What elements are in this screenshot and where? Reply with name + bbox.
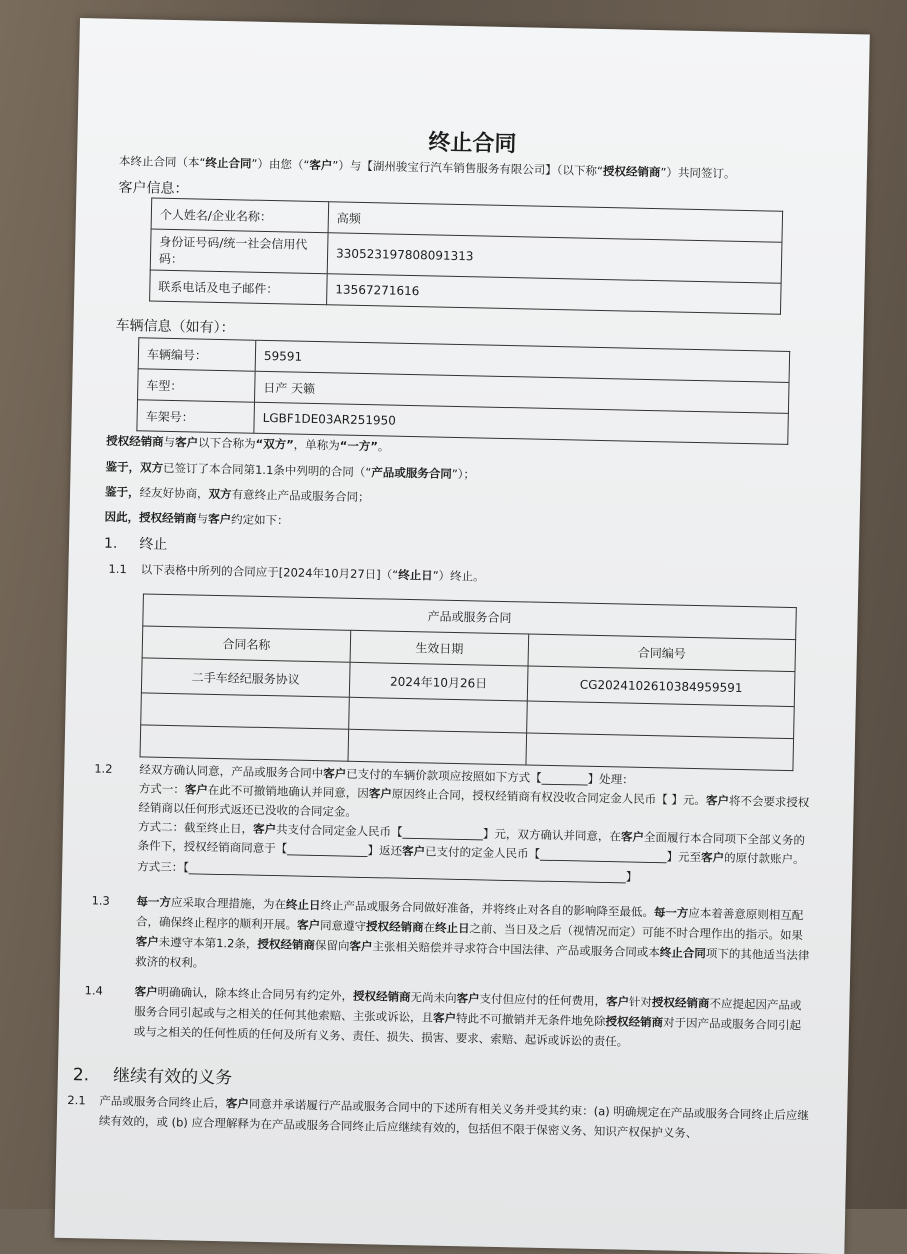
text: 无尚未向 [410, 990, 457, 1006]
customer-id-label: 身份证号码/统一社会信用代码： [150, 229, 328, 274]
section-2-heading [73, 1060, 233, 1088]
text: 明确确认，除本终止合同另有约定外， [157, 984, 354, 1003]
contract-table [140, 593, 797, 771]
clause-1-2 [92, 758, 814, 891]
clause-1-1 [108, 559, 848, 594]
term-each-party: 每一方 [136, 894, 172, 910]
vehicle-model-label: 车型： [138, 369, 256, 402]
term-customer: 客户 [620, 829, 645, 844]
text: 已支付的车辆价款项应按照如下方式【________】处理： [346, 766, 634, 787]
term-customer: 客户 [323, 766, 347, 781]
customer-contact-label: 联系电话及电子邮件： [150, 270, 328, 305]
section-number: 2. [72, 1065, 90, 1086]
text: ”）； [451, 466, 476, 482]
text: 的原付款账户。 [723, 850, 805, 867]
intro-text: ”）由您（“ [251, 156, 310, 172]
text: 在此不可撤销地确认并同意，因 [207, 782, 369, 801]
text: 终止产品或服务合同做好准备，并将终止对各自的影响降至最低。 [320, 898, 655, 920]
empty-cell [140, 725, 349, 761]
text: 以下合称为 [197, 435, 256, 451]
text: 未遵守本第1.2条， [158, 934, 258, 951]
text: 同意遵守 [319, 918, 367, 934]
term-both-parties: 双方 [208, 486, 232, 502]
term-termination-date: 终止日 [285, 897, 321, 913]
customer-info-table [149, 198, 783, 315]
customer-name-value: 高频 [328, 202, 783, 243]
column-header-number: 合同编号 [528, 634, 796, 672]
text: 经友好协商， [139, 485, 209, 501]
option-3: 方式三：【____________________________________________________________________________】 [137, 859, 638, 884]
text: 应采取合理措施，为在 [170, 895, 287, 912]
text: 已支付的定金人民币【______________________】元至 [424, 844, 702, 865]
text: 主张相关赔偿并寻求符合中国法律、产品或服务合同或本 [372, 939, 661, 960]
clause-1-4 [84, 980, 810, 1055]
term-customer: 客户 [207, 511, 232, 527]
term-dealer: 授权经销商 [365, 919, 424, 935]
term-customer: 客户 [135, 934, 159, 949]
term-dealer: 授权经销商 [106, 433, 164, 449]
option-label: 方式二：截至终止日， [137, 819, 254, 836]
section-title: 继续有效的义务 [112, 1065, 233, 1089]
clause-number: 2.1 [67, 1092, 86, 1108]
customer-contact-value: 13567271616 [327, 274, 782, 315]
text: ”）终止。 [432, 568, 485, 584]
text: 。 [377, 439, 390, 454]
vehicle-vin-value: LGBF1DE03AR251950 [254, 402, 789, 444]
clause-number: 1.3 [91, 893, 110, 908]
text: 同意并承诺履行产品或服务合同中的下述所有相关义务并受其约束：(a) 明确规定在产品或服务合同终止后应继续有效的，或 (b) 应合理解释为在产品或服务合同终止后应继续有效的，包括但不限于保密义务、知识产权保护义务、 [98, 1096, 809, 1141]
term-customer: 客户 [700, 850, 725, 865]
section-title: 终止 [139, 536, 168, 553]
text: 与 [196, 511, 209, 526]
clause-number: 1.1 [108, 561, 127, 577]
text: ，单称为 [293, 437, 340, 453]
vehicle-number-label: 车辆编号： [138, 338, 256, 371]
text: 在 [423, 920, 436, 935]
term-termination-date: 终止日 [434, 920, 470, 936]
therefore-label: 因此， [104, 509, 140, 525]
contract-number-cell: CG20241026103849595​91 [527, 666, 795, 707]
text: 支付但应付的任何费用， [479, 991, 607, 1009]
text: 共支付合同定金人民币【______________】元，双方确认并同意，在 [275, 822, 622, 844]
term-one-party: “一方” [339, 438, 378, 454]
clause-1-3 [90, 890, 812, 985]
term-customer: 客户 [705, 793, 730, 808]
text: 保留向 [314, 938, 350, 953]
customer-info-heading: 客户信息： [118, 179, 189, 198]
clause-number: 1.2 [94, 761, 113, 776]
contract-name-cell: 二手车经纪服务协议 [141, 658, 350, 697]
term-dealer: 授权经销商 [352, 988, 411, 1005]
document-title: 终止合同 [428, 130, 517, 158]
term-customer: 客户 [456, 991, 480, 1006]
clause-number: 1.4 [84, 983, 104, 998]
intro-text: 本终止合同（本“ [118, 153, 206, 170]
text: 以下表格中所列的合同应于[2024年10月27日]（“ [140, 562, 399, 582]
column-header-name: 合同名称 [142, 626, 351, 662]
empty-cell [141, 693, 350, 729]
term-termination-date: 终止日 [398, 567, 433, 583]
text: 约定如下： [230, 512, 289, 528]
term-each-party: 每一方 [653, 905, 689, 920]
contract-date-cell: 2024年10月26日 [349, 662, 528, 701]
text: 原因终止合同，授权经销商有权没收合同定金人民币【 】元。 [391, 786, 707, 808]
intro-text: ”）共同签订。 [660, 165, 736, 181]
term-contract: 产品或服务合同 [371, 465, 452, 481]
text: 经双方确认同意，产品或服务合同中 [139, 762, 324, 781]
text: 产品或服务合同终止后， [99, 1093, 226, 1111]
empty-cell [349, 697, 528, 733]
vehicle-info-heading: 车辆信息（如有）： [115, 317, 235, 337]
customer-name-label: 个人姓名/企业名称： [151, 198, 329, 233]
vehicle-vin-label: 车架号： [137, 400, 255, 433]
term-both-parties: “双方” [255, 436, 294, 452]
customer-id-value: 330523197808091313 [327, 233, 782, 283]
option-label: 方式一： [138, 781, 186, 797]
term-dealer: 授权经销商 [651, 995, 710, 1011]
term-dealer: 授权经销商 [257, 936, 316, 953]
term-customer: 客户 [225, 1096, 249, 1111]
clause-2-1 [67, 1090, 818, 1146]
text: 不应提起因产品或服务合同引起或与之相关的任何其他索赔、主张或诉讼，且 [134, 996, 802, 1025]
empty-cell [526, 733, 794, 771]
text: 特此不可撤销并无条件地免除 [455, 1011, 606, 1029]
text: 针对 [628, 994, 653, 1010]
intro-term-customer: 客户 [309, 157, 333, 173]
vehicle-number-value: 59591 [255, 340, 790, 382]
text: 之前、当日及之后（视情况而定）可能不时合理作出的指示。如果 [469, 921, 804, 943]
term-customer: 客户 [349, 938, 373, 954]
term-customer: 客户 [605, 994, 630, 1009]
term-customer: 客户 [184, 782, 209, 797]
whereas-label: 鉴于， [104, 484, 140, 500]
term-customer: 客户 [174, 435, 199, 450]
intro-term-termination: 终止合同 [205, 155, 252, 171]
term-customer: 客户 [401, 843, 426, 859]
text: 已签订了本合同第1.1条中列明的合同（“ [162, 460, 372, 480]
vehicle-model-value: 日产 天籁 [254, 371, 789, 413]
section-number: 1. [103, 535, 118, 552]
empty-cell [348, 729, 527, 765]
text: 有意终止产品或服务合同； [231, 487, 370, 505]
term-customer: 客户 [252, 821, 277, 837]
text: 对于因产品或服务合同引起或与之相关的任何性质的任何及所有义务、责任、损失、损害、要求、索赔、起诉或诉讼的责任。 [133, 1015, 802, 1049]
term-customer: 客户 [432, 1010, 457, 1026]
term-termination-contract: 终止合同 [659, 945, 706, 961]
text: 项下的其他适当法律救济的权利。 [135, 946, 810, 970]
vehicle-info-table [136, 337, 790, 445]
intro-text: ”）与【湖州骏宝行汽车销售服务有限公司】（以下称“ [332, 158, 604, 178]
term-customer: 客户 [134, 984, 158, 999]
term-dealer: 授权经销商 [605, 1014, 664, 1030]
term-both-parties: 双方 [139, 460, 164, 475]
text: 与 [163, 434, 176, 450]
contract-sheet [54, 18, 869, 1254]
contract-table-caption: 产品或服务合同 [143, 594, 797, 640]
text: 将不会要求授权经销商以任何形式返还已没收的合同定金。 [138, 793, 810, 819]
intro-term-dealer: 授权经销商 [602, 163, 661, 180]
term-dealer: 授权经销商 [138, 510, 197, 526]
whereas-label: 鉴于， [105, 459, 141, 475]
term-customer: 客户 [368, 786, 392, 801]
column-header-date: 生效日期 [350, 630, 529, 666]
text: 应本着善意原则相互配合，确保终止程序的顺利开展。 [135, 905, 804, 932]
section-1-heading [104, 533, 168, 554]
term-customer: 客户 [296, 917, 321, 933]
text: 全面履行本合同项下全部义务的条件下，授权经销商同意于【______________】返还 [137, 829, 806, 858]
